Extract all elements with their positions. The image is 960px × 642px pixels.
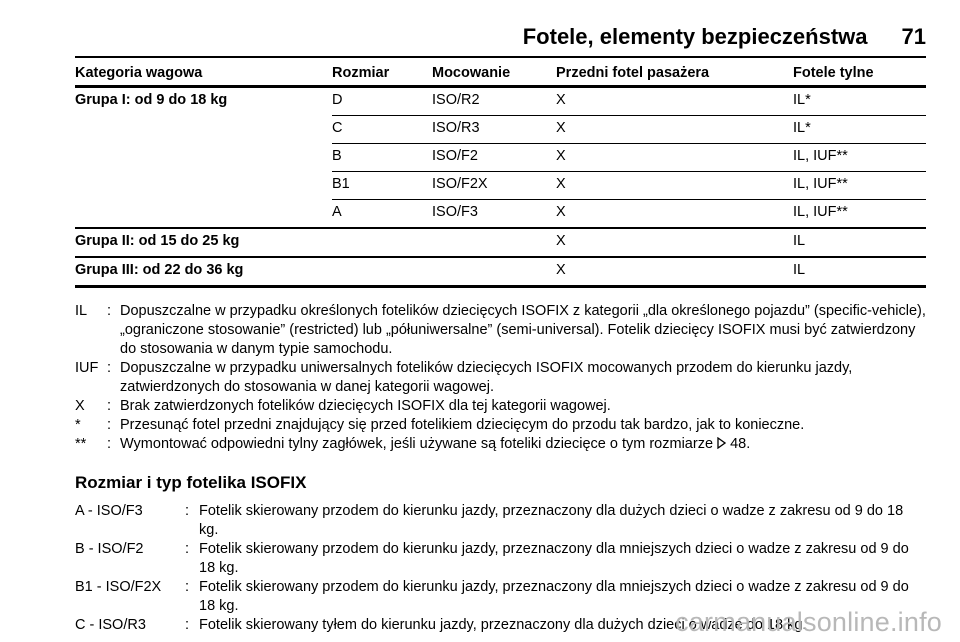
legend-item [75, 397, 926, 416]
table-cell: IL, IUF** [793, 144, 926, 172]
table-cell [332, 228, 432, 257]
page-header [75, 0, 926, 58]
table-cell: ISO/F2 [432, 144, 556, 172]
table-cell: B1 [332, 172, 432, 200]
table-cell: ISO/F3 [432, 200, 556, 229]
table-row [75, 87, 926, 116]
legend-text: Brak zatwierdzonych fotelików dziecięcych ISOFIX dla tej kategorii wagowej. [120, 398, 611, 414]
legend-text: Dopuszczalne w przypadku określonych fotelików dziecięcych ISOFIX z kategorii „dla określonego pojazdu” (specific-vehicle), „ograniczone stosowanie” (restricted) lub „półuniwersalne” (semi-universal). Fotelik dziecięcy ISOFIX musi być zatwierdzony do stosowania w danym typie samochodu. [120, 303, 926, 357]
table-cell: B [332, 144, 432, 172]
table-cell: X [556, 172, 793, 200]
weight-group-label: Grupa I: od 9 do 18 kg [75, 87, 332, 229]
legend-colon: : [107, 417, 112, 433]
table-cell: ISO/R2 [432, 87, 556, 116]
table-cell: IL* [793, 87, 926, 116]
table-header-row [75, 62, 926, 87]
size-colon: : [185, 579, 190, 595]
table-cell: X [556, 144, 793, 172]
weight-group-label: Grupa II: od 15 do 25 kg [75, 228, 332, 257]
size-colon: : [185, 541, 190, 557]
legend-item [75, 416, 926, 435]
page-title: Fotele, elementy bezpieczeństwa [522, 24, 868, 49]
section-title: Rozmiar i typ fotelika ISOFIX [75, 473, 307, 492]
table-cell: C [332, 116, 432, 144]
watermark: carmanualsonline.info [675, 607, 942, 637]
legend-list [75, 302, 926, 455]
size-colon: : [185, 617, 190, 633]
table-cell [332, 257, 432, 287]
weight-group-label: Grupa III: od 22 do 36 kg [75, 257, 332, 287]
legend-key: ** [75, 436, 87, 452]
column-header: Rozmiar [332, 62, 432, 87]
column-header: Przedni fotel pasażera [556, 62, 793, 87]
table-cell [432, 228, 556, 257]
column-header: Kategoria wagowa [75, 62, 332, 87]
legend-key: * [75, 417, 81, 433]
table-cell: D [332, 87, 432, 116]
legend-colon: : [107, 303, 112, 319]
table-row [75, 228, 926, 257]
table-cell: ISO/F2X [432, 172, 556, 200]
column-header: Mocowanie [432, 62, 556, 87]
page-reference-icon [717, 436, 726, 455]
table-cell: X [556, 228, 793, 257]
size-key: C - ISO/R3 [75, 617, 146, 633]
size-key: B1 - ISO/F2X [75, 579, 162, 595]
legend-text [120, 435, 926, 455]
size-colon: : [185, 503, 190, 519]
list-item [75, 502, 926, 540]
manual-page [75, 0, 926, 635]
table-cell: IL, IUF** [793, 172, 926, 200]
legend-key: X [75, 398, 85, 414]
table-cell: IL* [793, 116, 926, 144]
page-reference[interactable]: 48. [730, 436, 751, 452]
size-key: A - ISO/F3 [75, 503, 143, 519]
page-number: 71 [901, 24, 926, 49]
size-text: Fotelik skierowany przodem do kierunku jazdy, przeznaczony dla dużych dzieci o wadze z zakresu od 9 do 18 kg. [199, 503, 904, 538]
legend-item [75, 435, 926, 455]
list-item [75, 540, 926, 578]
table-cell: IL, IUF** [793, 200, 926, 229]
table-cell: X [556, 200, 793, 229]
isofix-table [75, 62, 926, 288]
table-row [75, 257, 926, 287]
table-cell: X [556, 116, 793, 144]
table-cell: IL [793, 228, 926, 257]
legend-item [75, 359, 926, 397]
table-cell: A [332, 200, 432, 229]
column-header: Fotele tylne [793, 62, 926, 87]
size-key: B - ISO/F2 [75, 541, 144, 557]
legend-key: IL [75, 303, 88, 319]
legend-text-body: Wymontować odpowiedni tylny zagłówek, jeśli używane są foteliki dziecięce o tym rozmiarze [120, 436, 714, 452]
legend-colon: : [107, 398, 112, 414]
legend-text: Dopuszczalne w przypadku uniwersalnych fotelików dziecięcych ISOFIX mocowanych przodem do kierunku jazdy, zatwierdzonych do stosowania w danej kategorii wagowej. [120, 360, 853, 395]
size-text: Fotelik skierowany tyłem do kierunku jazdy, przeznaczony dla dużych dzieci o wadze do 18 kg. [199, 617, 807, 633]
legend-text: Przesunąć fotel przedni znajdujący się przed fotelikiem dziecięcym do przodu tak bardzo, jak to konieczne. [120, 417, 805, 433]
size-text: Fotelik skierowany przodem do kierunku jazdy, przeznaczony dla mniejszych dzieci o wadze z zakresu od 9 do 18 kg. [199, 541, 909, 576]
legend-key: IUF [75, 360, 99, 376]
table-cell: X [556, 87, 793, 116]
legend-colon: : [107, 436, 112, 452]
table-cell: IL [793, 257, 926, 287]
legend-item [75, 302, 926, 359]
legend-colon: : [107, 360, 112, 376]
size-text: Fotelik skierowany przodem do kierunku jazdy, przeznaczony dla mniejszych dzieci o wadze z zakresu od 9 do 18 kg. [199, 579, 909, 614]
table-cell [432, 257, 556, 287]
table-cell: X [556, 257, 793, 287]
table-cell: ISO/R3 [432, 116, 556, 144]
